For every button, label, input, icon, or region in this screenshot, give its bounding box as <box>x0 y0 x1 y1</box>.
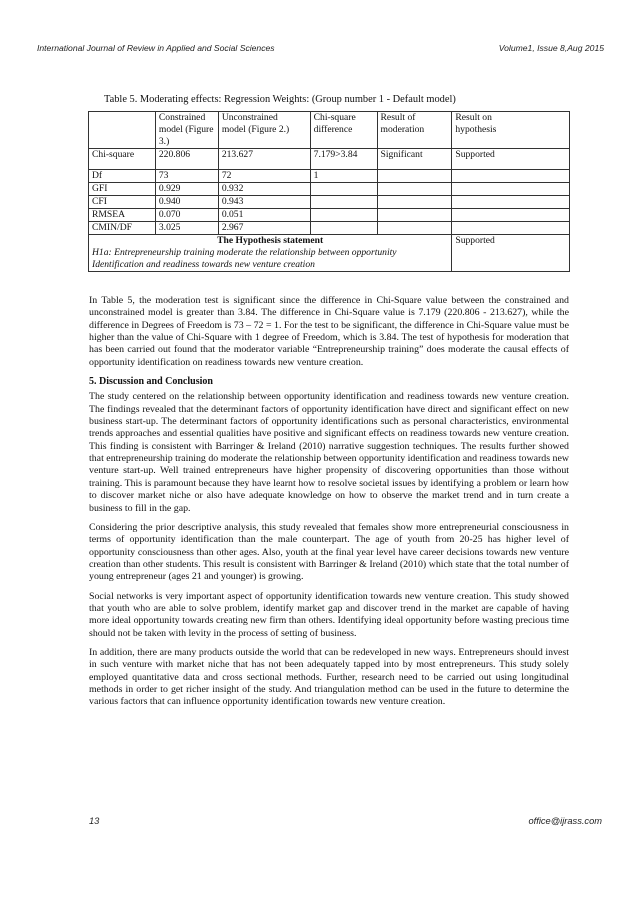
page-number: 13 <box>89 816 100 826</box>
table-cell: 0.943 <box>218 196 310 209</box>
table-cell: 72 <box>218 170 310 183</box>
table-cell: Significant <box>377 149 452 170</box>
header-line: Result on <box>455 112 492 123</box>
volume-info: Volume1, Issue 8,Aug 2015 <box>498 43 604 53</box>
table-cell <box>452 196 570 209</box>
table-cell <box>377 209 452 222</box>
hypothesis-row <box>89 235 570 272</box>
moderation-table <box>88 111 570 272</box>
header-cell <box>310 112 377 149</box>
header-cell <box>452 112 570 149</box>
table-cell: 7.179>3.84 <box>310 149 377 170</box>
section-heading: 5. Discussion and Conclusion <box>89 376 213 388</box>
table-row <box>89 183 570 196</box>
table-cell <box>377 183 452 196</box>
body-text <box>89 295 569 716</box>
table-cell: GFI <box>89 183 156 196</box>
journal-title: International Journal of Review in Applied and Social Sciences <box>37 43 275 53</box>
header-cell <box>218 112 310 149</box>
table-cell: Chi-square <box>89 149 156 170</box>
footer-email: office@ijrass.com <box>528 816 602 826</box>
header-line: Chi-square <box>313 112 356 123</box>
table-row <box>89 170 570 183</box>
header-line: moderation <box>380 124 425 135</box>
table-row <box>89 149 570 170</box>
table-cell <box>310 209 377 222</box>
table-caption: Table 5. Moderating effects: Regression Weights: (Group number 1 - Default model) <box>104 94 456 105</box>
table-row <box>89 222 570 235</box>
table-cell <box>452 170 570 183</box>
table-cell <box>452 183 570 196</box>
table-cell <box>377 170 452 183</box>
paragraph: Social networks is very important aspect of opportunity identification towards new venture creation. This study showed that youth who are able to solve problem, identify market gap and discover trend in the market are capable of having more ideal opportunity towards creating new firm than others. Identifying ideal opportunity before wasting precious time should not be taken with levity in the process of setting of business. <box>89 590 569 639</box>
table-cell <box>310 222 377 235</box>
table-cell: CFI <box>89 196 156 209</box>
table-cell <box>377 222 452 235</box>
table-cell: Df <box>89 170 156 183</box>
paragraph: The study centered on the relationship between opportunity identification and readiness towards new venture creation. The findings revealed that the determinant factors of opportunity identification have direct and significant effect on new business start-up. The determinant factors of opportunity identifications such as personal characteristics, environmental trends approaches and essential qualities have positive and significant effects on readiness towards new venture creation. This finding is consistent with Barringer & Ireland (2010) narrative suggestion techniques. The results further showed that entrepreneurship training do moderate the relationship between opportunity identification and readiness towards new venture start-up. Well trained entrepreneurs have higher propensity of discovering opportunities than those without training. This is paramount because they have learnt how to resolve societal issues by identifying a problem or learn how to discover market niche or also have adequate knowledge on how to observe the market trend and in turn create a business to fill in the gap. <box>89 391 569 514</box>
table-cell: 0.932 <box>218 183 310 196</box>
header-line: Constrained <box>158 112 206 123</box>
table-cell <box>452 222 570 235</box>
header-cell <box>89 112 156 149</box>
header-line: difference <box>313 124 353 135</box>
hypothesis-result: Supported <box>452 235 570 272</box>
paragraph: In Table 5, the moderation test is significant since the difference in Chi-Square value between the constrained and unconstrained model is greater than 3.84. The difference in Chi-Square value is 7.179 (220.806 - 213.627), while the difference in Degrees of Freedom is 73 – 72 = 1. For the test to be significant, the difference in Chi-Square value must be higher than the value of Chi-Square with 1 degree of Freedom, which is 3.84. The test of hypothesis for moderation that has been carried out found that the moderator variable “Entrepreneurship training” does moderate the causal effects of opportunity identification on readiness towards new venture creation. <box>89 295 569 368</box>
paragraph: Considering the prior descriptive analysis, this study revealed that females show more entrepreneurial consciousness in terms of opportunity identification than the male counterpart. The age of youth from 20-25 has higher level of opportunity consciousness than other ages. Also, youth at the final year level have career decisions towards new venture creation than other students. This result is consistent with Barringer & Ireland (2010) which state that the total number of young entrepreneur (ages 21 and younger) is growing. <box>89 521 569 583</box>
table-cell: 3.025 <box>155 222 218 235</box>
table-cell <box>452 209 570 222</box>
header-cell <box>155 112 218 149</box>
table-cell: 220.806 <box>155 149 218 170</box>
table-cell <box>310 183 377 196</box>
hypothesis-title: The Hypothesis statement <box>217 235 324 246</box>
paragraph: In addition, there are many products outside the world that can be redeveloped in new ways. Entrepreneurs should invest in such venture with market niche that has not been adequately tapped into by most entrepreneurs. This study solely employed quantitative data and cross sectional methods. Further, research need to be carried out using longitudinal methods in order to get richer insight of the study. And triangulation method can be used in the future to determine the various factors that can influence opportunity identification towards new venture creation. <box>89 646 569 708</box>
table-cell: 0.929 <box>155 183 218 196</box>
table-cell: 2.967 <box>218 222 310 235</box>
hypothesis-text: H1a: Entrepreneurship training moderate the relationship between opportunity Identification and readiness towards new venture creation <box>92 247 397 270</box>
table-row <box>89 196 570 209</box>
table-cell <box>310 196 377 209</box>
table-cell: Supported <box>452 149 570 170</box>
table-cell <box>377 196 452 209</box>
table-cell: 0.070 <box>155 209 218 222</box>
table-header-row <box>89 112 570 149</box>
header-line: Result of <box>380 112 416 123</box>
table-cell: RMSEA <box>89 209 156 222</box>
header-cell <box>377 112 452 149</box>
table-cell: 0.051 <box>218 209 310 222</box>
table-cell: 1 <box>310 170 377 183</box>
header-line: model (Figure 2.) <box>221 124 290 135</box>
header-line: Unconstrained <box>221 112 278 123</box>
hypothesis-cell <box>89 235 452 272</box>
header-line: model (Figure 3.) <box>158 124 214 147</box>
header-line: hypothesis <box>455 124 497 135</box>
table-row <box>89 209 570 222</box>
table-cell: 213.627 <box>218 149 310 170</box>
table-cell: 0.940 <box>155 196 218 209</box>
table-cell: 73 <box>155 170 218 183</box>
table-cell: CMIN/DF <box>89 222 156 235</box>
